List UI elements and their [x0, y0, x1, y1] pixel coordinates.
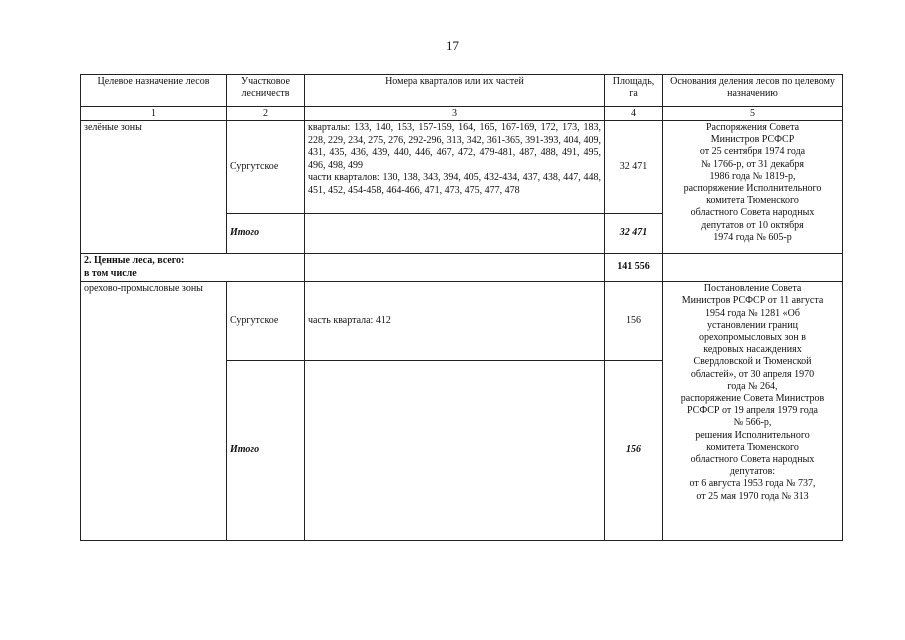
purpose-nut-zones: орехово-промысловые зоны: [81, 282, 227, 541]
basis-line: № 1766-р, от 31 декабря: [701, 158, 804, 170]
basis-nut-zones: [663, 282, 843, 541]
valuable-forests-area: 141 556: [605, 254, 663, 282]
column-number: 3: [305, 107, 605, 121]
purpose-green-zones: зелёные зоны: [81, 121, 227, 254]
empty-cell: [305, 254, 605, 282]
basis-line: 1954 года № 1281 «Об: [705, 307, 800, 319]
empty-cell: [305, 214, 605, 254]
basis-line: Свердловской и Тюменской: [693, 356, 812, 368]
table-row: [81, 121, 843, 214]
basis-line: орехопромысловых зон в: [699, 332, 806, 343]
header-quarters: Номера кварталов или их частей: [305, 75, 605, 107]
basis-line: областей», от 30 апреля 1970: [690, 368, 815, 380]
quarter-parts-list: части кварталов: 130, 138, 343, 394, 405, 432-434, 437, 438, 447, 448, 451, 452, 454-458, 464-466, 471, 473, 475, 477, 478: [308, 172, 601, 196]
basis-line: от 25 сентября 1974 года: [699, 146, 806, 158]
basis-line: решения Исполнительного: [695, 429, 810, 441]
forestry-name: Сургутское: [227, 282, 305, 361]
total-area: 32 471: [605, 214, 663, 254]
section-subtitle: в том числе: [84, 267, 137, 279]
basis-line: года № 264,: [727, 380, 778, 392]
page-number: 17: [446, 38, 459, 53]
area-value: 156: [605, 282, 663, 361]
total-label: Итого: [227, 214, 305, 254]
basis-line: от 25 мая 1970 года № 313: [696, 490, 809, 502]
quarters-cell: [305, 121, 605, 214]
section-title: 2. Ценные леса, всего:: [84, 255, 185, 266]
basis-line: областного Совета народных: [690, 454, 815, 466]
basis-line: 1986 года № 1819-р,: [709, 170, 796, 182]
header-basis: Основания деления лесов по целевому назначению: [663, 75, 843, 107]
column-number: 1: [81, 107, 227, 121]
basis-line: Министров РСФСР: [710, 134, 795, 146]
column-number-row: [81, 107, 843, 121]
total-area: 156: [605, 361, 663, 541]
basis-line: Распоряжения Совета: [705, 122, 800, 133]
area-value: 32 471: [605, 121, 663, 214]
basis-line: кедровых насаждениях: [703, 344, 802, 356]
column-number: 5: [663, 107, 843, 121]
basis-line: Министров РСФСР от 11 августа: [681, 295, 824, 307]
basis-green-zones: [663, 121, 843, 254]
basis-line: от 6 августа 1953 года № 737,: [689, 478, 816, 490]
basis-line: распоряжение Исполнительного: [683, 183, 822, 195]
basis-line: № 566-р,: [733, 417, 772, 429]
basis-line: депутатов от 10 октября: [701, 219, 804, 231]
quarters-list: кварталы: 133, 140, 153, 157-159, 164, 165, 167-169, 172, 173, 183, 228, 229, 234, 275, 276, 292-296, 313, 342, 361-365, 391-393, 404, 409, 431, 435, 436, 439, 440, 446, 467, 472, 479-481, 487, 488, 491, 495, 496, 498, 499: [308, 122, 601, 171]
header-purpose: Целевое назначение лесов: [81, 75, 227, 107]
basis-line: Постановление Совета: [703, 283, 802, 295]
forest-purpose-table: [80, 74, 843, 541]
quarters-cell: часть квартала: 412: [305, 282, 605, 361]
basis-line: 1974 года № 605-р: [713, 231, 792, 243]
header-row: [81, 75, 843, 107]
empty-cell: [663, 254, 843, 282]
basis-line: областного Совета народных: [690, 207, 815, 219]
forestry-name: Сургутское: [227, 121, 305, 214]
basis-line: установлении границ: [707, 319, 798, 331]
column-number: 2: [227, 107, 305, 121]
column-number: 4: [605, 107, 663, 121]
basis-line: депутатов:: [729, 466, 776, 478]
basis-line: РСФСР от 19 апреля 1979 года: [686, 405, 818, 417]
basis-line: комитета Тюменского: [706, 195, 799, 207]
valuable-forests-label: [81, 254, 305, 282]
table-row: [81, 282, 843, 361]
empty-cell: [305, 361, 605, 541]
header-forestry: Участковое лесничеств: [227, 75, 305, 107]
basis-line: распоряжение Совета Министров: [680, 393, 825, 405]
header-area: Площадь, га: [605, 75, 663, 107]
total-label: Итого: [227, 361, 305, 541]
basis-line: комитета Тюменского: [706, 441, 799, 453]
section-row: [81, 254, 843, 282]
